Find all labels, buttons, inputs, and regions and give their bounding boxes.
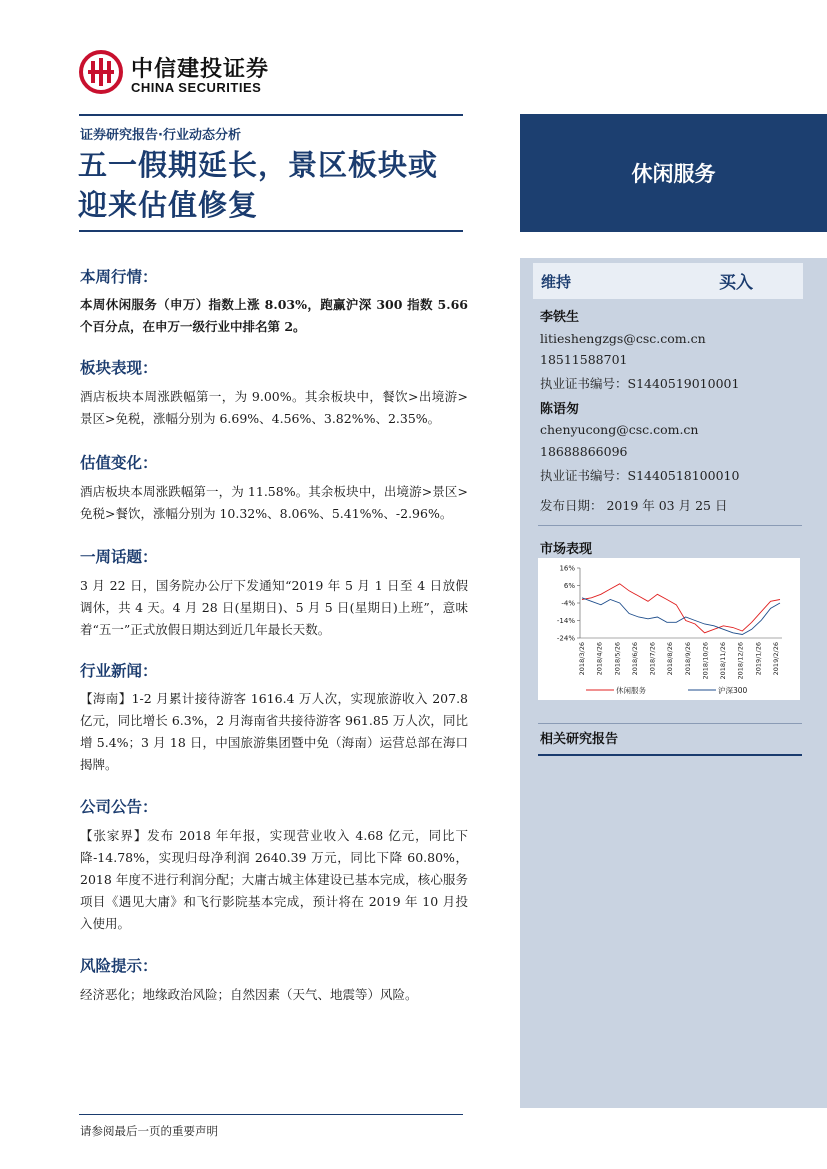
section-heading: 本周行情：: [80, 268, 158, 286]
section-heading: 估值变化：: [80, 454, 158, 472]
y-tick-label: 16%: [559, 564, 575, 573]
sidebar-divider: [538, 723, 802, 724]
section-text: 【张家界】发布 2018 年年报，实现营业收入 4.68 亿元，同比下降-14.78%，实现归母净利润 2640.39 万元，同比下降 60.80%，2018 年度不进行利润分配；大庸古城主体建设已基本完成，核心服务项目《遇见大庸》和飞行影院基本完成，预计将在 2019 年 10 月投入使用。: [80, 828, 468, 931]
y-tick-label: -14%: [556, 617, 575, 625]
title-line-2: 迎来估值修复: [78, 188, 259, 222]
footer-rule: [79, 1114, 463, 1115]
page-title: [78, 145, 518, 225]
header-bottom-rule: [79, 230, 463, 232]
section-heading: 板块表现：: [80, 359, 158, 377]
section-heading: 风险提示：: [80, 957, 158, 975]
header-top-rule: [79, 114, 463, 116]
rating-value: 买入: [719, 273, 753, 293]
section-heading: 公司公告：: [80, 798, 158, 816]
x-tick-label: 2018/5/26: [613, 642, 622, 676]
section-text: 酒店板块本周涨跌幅第一，为 11.58%。其余板块中，出境游>景区>免税>餐饮，涨幅分别为 10.32%、8.06%、5.41%%、-2.96%。: [80, 484, 468, 521]
related-reports-rule: [538, 754, 802, 756]
analyst-email[interactable]: chenyucong@csc.com.cn: [540, 422, 699, 437]
rating-label: 维持: [541, 273, 572, 291]
related-reports-title: 相关研究报告: [540, 732, 619, 747]
report-type: 证券研究报告·行业动态分析: [80, 128, 241, 143]
analyst-email[interactable]: litieshengzgs@csc.com.cn: [540, 331, 706, 346]
x-tick-label: 2018/6/26: [630, 642, 639, 676]
x-tick-label: 2018/7/26: [648, 642, 657, 676]
section-heading: 行业新闻：: [80, 662, 158, 680]
rating-box: [533, 263, 803, 299]
china-securities-logo-icon: [79, 50, 123, 94]
section-text: 3 月 22 日，国务院办公厅下发通知“2019 年 5 月 1 日至 4 日放假调休，共 4 天。4 月 28 日(星期日)、5 月 5 日(星期日)上班”，意味着“五一”正式放假日期达到近几年最长天数。: [80, 578, 468, 637]
section-text: 经济恶化；地缘政治风险；自然因素（天气、地震等）风险。: [80, 987, 418, 1002]
brand-name-en: CHINA SECURITIES: [131, 80, 262, 95]
x-tick-label: 2018/12/26: [736, 642, 745, 680]
series-line: [582, 584, 780, 633]
x-tick-label: 2018/8/26: [666, 642, 675, 676]
legend-label: 沪深300: [718, 686, 748, 695]
legend-label: 休闲服务: [616, 686, 646, 695]
y-tick-label: -4%: [561, 599, 575, 608]
analyst-license: 执业证书编号：S1440519010001: [540, 376, 740, 391]
sidebar-divider: [538, 525, 802, 526]
chart-title: 市场表现: [540, 542, 593, 557]
x-tick-label: 2018/4/26: [595, 642, 604, 676]
sector-box: [520, 114, 827, 232]
publish-date: 发布日期： 2019 年 03 月 25 日: [540, 498, 728, 513]
x-tick-label: 2018/10/26: [701, 642, 710, 680]
y-tick-label: -24%: [556, 634, 575, 643]
section-text: 本周休闲服务（申万）指数上涨 8.03%，跑赢沪深 300 指数 5.66 个百分点，在申万一级行业中排名第 2。: [80, 297, 468, 334]
section-text: 酒店板块本周涨跌幅第一，为 9.00%。其余板块中，餐饮>出境游>景区>免税，涨幅分别为 6.69%、4.56%、3.82%%、2.35%。: [80, 389, 468, 426]
market-chart: [538, 558, 800, 700]
x-tick-label: 2018/3/26: [578, 642, 586, 676]
analyst-name: 陈语匆: [540, 402, 580, 417]
analyst-phone: 18688866096: [540, 444, 628, 459]
section-text: 【海南】1-2 月累计接待游客 1616.4 万人次，实现旅游收入 207.8 亿元，同比增长 6.3%，2 月海南省共接待游客 961.85 万人次，同比增 5.4%；3 月 18 日，中国旅游集团暨中免（海南）运营总部在海口揭牌。: [80, 691, 468, 772]
brand-name-cn: 中信建投证券: [131, 57, 270, 82]
section-heading: 一周话题：: [80, 548, 158, 566]
analyst-phone: 18511588701: [540, 352, 628, 367]
x-tick-label: 2018/11/26: [719, 642, 728, 680]
analyst-license: 执业证书编号：S1440518100010: [540, 468, 740, 483]
series-line: [582, 598, 780, 635]
footer-disclaimer: 请参阅最后一页的重要声明: [80, 1124, 218, 1138]
x-tick-label: 2018/9/26: [683, 642, 692, 676]
title-line-1: 五一假期延长，景区板块或: [78, 148, 439, 182]
sector-name: 休闲服务: [631, 162, 716, 186]
y-tick-label: 6%: [563, 582, 575, 590]
x-tick-label: 2019/1/26: [754, 642, 763, 676]
analyst-name: 李铁生: [540, 310, 580, 325]
x-tick-label: 2019/2/26: [772, 642, 780, 676]
market-chart-panel: [538, 558, 800, 700]
